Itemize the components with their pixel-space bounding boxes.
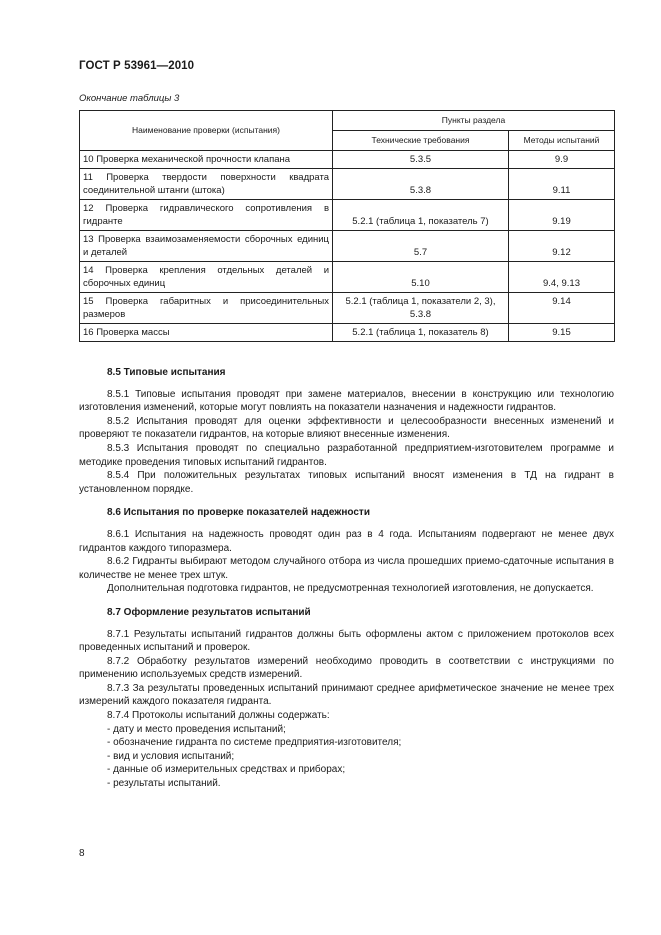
row-tech: 5.10 xyxy=(333,262,509,293)
row-name: 10 Проверка механической прочности клапана xyxy=(80,151,333,169)
document-header: ГОСТ Р 53961—2010 xyxy=(79,60,195,72)
paragraph-8-7-4: 8.7.4 Протоколы испытаний должны содержать: xyxy=(107,710,330,722)
inspection-table xyxy=(79,110,615,342)
table-row xyxy=(80,293,615,324)
page-number: 8 xyxy=(79,848,85,859)
section-heading-8-7: 8.7 Оформление результатов испытаний xyxy=(107,606,311,618)
table-row xyxy=(80,324,615,342)
row-methods: 9.11 xyxy=(509,169,615,200)
column-header-group: Пункты раздела xyxy=(333,111,615,131)
row-name: 12 Проверка гидравлического сопротивления в гидранте xyxy=(80,200,333,231)
row-name: 14 Проверка крепления отдельных деталей и сборочных единиц xyxy=(80,262,333,293)
list-item: - данные об измерительных средствах и приборах; xyxy=(107,764,346,776)
list-item: - дату и место проведения испытаний; xyxy=(107,723,286,735)
table-row xyxy=(80,262,615,293)
paragraph-8-5-1: 8.5.1 Типовые испытания проводят при замене материалов, внесении в конструкцию или технологию изготовления изменений, которые могут повлиять на показатели назначения и надежности гидрантов. xyxy=(79,388,614,414)
row-name: 11 Проверка твердости поверхности квадрата соединительной штанги (штока) xyxy=(80,169,333,200)
row-tech: 5.2.1 (таблица 1, показатель 7) xyxy=(333,200,509,231)
row-tech: 5.3.5 xyxy=(333,151,509,169)
paragraph-8-5-4: 8.5.4 При положительных результатах типовых испытаний вносят изменения в ТД на гидрант в установленном порядке. xyxy=(79,470,614,495)
table-row xyxy=(80,231,615,262)
row-tech: 5.2.1 (таблица 1, показатели 2, 3), 5.3.8 xyxy=(333,293,509,324)
row-name: 15 Проверка габаритных и присоединительных размеров xyxy=(80,293,333,324)
row-name: 16 Проверка массы xyxy=(80,324,333,342)
table-row xyxy=(80,151,615,169)
column-header-methods: Методы испытаний xyxy=(509,131,615,151)
list-item: - результаты испытаний. xyxy=(107,778,221,790)
row-methods: 9.9 xyxy=(509,151,615,169)
paragraph-8-6-2: 8.6.2 Гидранты выбирают методом случайного отбора из числа прошедших приемо-сдаточные испытания в количестве не менее трех штук. xyxy=(79,556,614,581)
paragraph-8-6-extra: Дополнительная подготовка гидрантов, не предусмотренная технологией изготовления, не допускается. xyxy=(107,583,594,595)
row-methods: 9.14 xyxy=(509,293,615,324)
column-header-tech: Технические требования xyxy=(333,131,509,151)
paragraph-8-5-2: 8.5.2 Испытания проводят для оценки эффективности и целесообразности внесенных изменений и проверяют те показатели гидрантов, на которые влияют внесенные изменения. xyxy=(79,415,614,441)
section-heading-8-5: 8.5 Типовые испытания xyxy=(107,367,226,378)
row-tech: 5.7 xyxy=(333,231,509,262)
row-tech: 5.2.1 (таблица 1, показатель 8) xyxy=(333,324,509,342)
list-item: - обозначение гидранта по системе предприятия-изготовителя; xyxy=(107,737,402,749)
column-header-name: Наименование проверки (испытания) xyxy=(80,111,333,151)
section-heading-8-6: 8.6 Испытания по проверке показателей надежности xyxy=(107,507,370,519)
table-caption: Окончание таблицы 3 xyxy=(79,93,180,104)
paragraph-8-6-1: 8.6.1 Испытания на надежность проводят один раз в 4 года. Испытаниям подвергают не менее двух гидрантов каждого типоразмера. xyxy=(79,528,614,554)
row-tech: 5.3.8 xyxy=(333,169,509,200)
row-methods: 9.12 xyxy=(509,231,615,262)
row-methods: 9.4, 9.13 xyxy=(509,262,615,293)
list-item: - вид и условия испытаний; xyxy=(107,750,235,762)
body-text xyxy=(79,360,614,791)
paragraph-8-7-1: 8.7.1 Результаты испытаний гидрантов должны быть оформлены актом с приложением протоколов всех проведенных испытаний и проверок. xyxy=(79,628,614,654)
table-row xyxy=(80,200,615,231)
row-name: 13 Проверка взаимозаменяемости сборочных единиц и деталей xyxy=(80,231,333,262)
paragraph-8-7-2: 8.7.2 Обработку результатов измерений необходимо проводить в соответствии с инструкциями по применению используемых средств измерений. xyxy=(79,655,614,681)
row-methods: 9.15 xyxy=(509,324,615,342)
paragraph-8-5-3: 8.5.3 Испытания проводят по специально разработанной предприятием-изготовителем программе и методике проведения типовых испытаний гидрантов. xyxy=(79,442,614,468)
table-row xyxy=(80,169,615,200)
paragraph-8-7-3: 8.7.3 За результаты проведенных испытаний принимают среднее арифметическое значение не менее трех измерений каждого показателя гидранта. xyxy=(79,682,614,708)
row-methods: 9.19 xyxy=(509,200,615,231)
